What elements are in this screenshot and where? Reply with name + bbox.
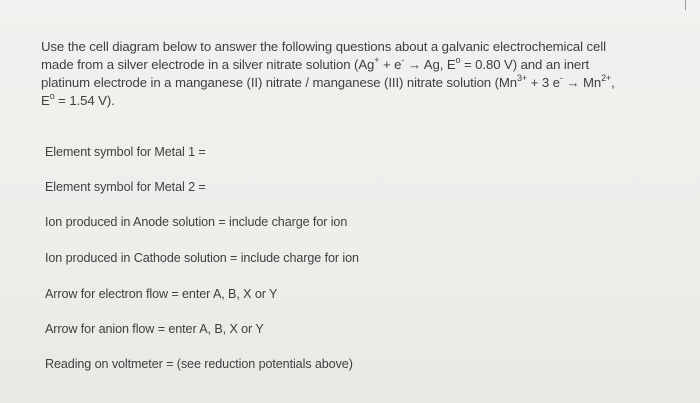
superscript: 2+ <box>601 73 612 83</box>
superscript: - <box>559 73 563 83</box>
question-electron-flow: Arrow for electron flow = enter A, B, X or Y <box>45 287 278 301</box>
instructions-text: = 0.80 V) and an inert <box>460 57 590 72</box>
instructions-text: , <box>611 75 615 90</box>
instructions-line-3 <box>41 74 691 92</box>
superscript: o <box>49 91 55 101</box>
question-cathode-ion: Ion produced in Cathode solution = include charge for ion <box>45 251 359 265</box>
instructions-line-1 <box>41 38 691 56</box>
superscript: + <box>374 55 380 65</box>
instructions-text: + 3 e <box>527 75 560 90</box>
instructions-text: made from a silver electrode in a silver nitrate solution (Ag <box>41 57 375 72</box>
superscript: 3+ <box>517 73 528 83</box>
question-anion-flow: Arrow for anion flow = enter A, B, X or Y <box>45 322 264 336</box>
instructions-text: = 1.54 V). <box>54 93 115 108</box>
superscript: - <box>401 55 405 65</box>
question-anode-ion: Ion produced in Anode solution = include charge for ion <box>45 215 348 229</box>
instructions-line-4 <box>41 92 691 110</box>
instructions-text: platinum electrode in a manganese (II) nitrate / manganese (III) nitrate solution (Mn <box>41 75 518 90</box>
instructions-line-2 <box>41 56 691 74</box>
instructions-paragraph <box>41 38 691 110</box>
question-voltmeter-reading: Reading on voltmeter = (see reduction potentials above) <box>45 357 353 371</box>
question-metal-2: Element symbol for Metal 2 = <box>45 180 206 194</box>
instructions-text: E <box>41 93 50 108</box>
instructions-text: Use the cell diagram below to answer the following questions about a galvanic electrochemical cell <box>41 39 606 54</box>
instructions-text: → Mn <box>562 75 602 90</box>
question-metal-1: Element symbol for Metal 1 = <box>45 145 206 159</box>
instructions-text: → Ag, E <box>404 57 456 72</box>
page-edge-mark <box>685 0 686 10</box>
instructions-text: + e <box>379 57 402 72</box>
superscript: o <box>455 55 461 65</box>
